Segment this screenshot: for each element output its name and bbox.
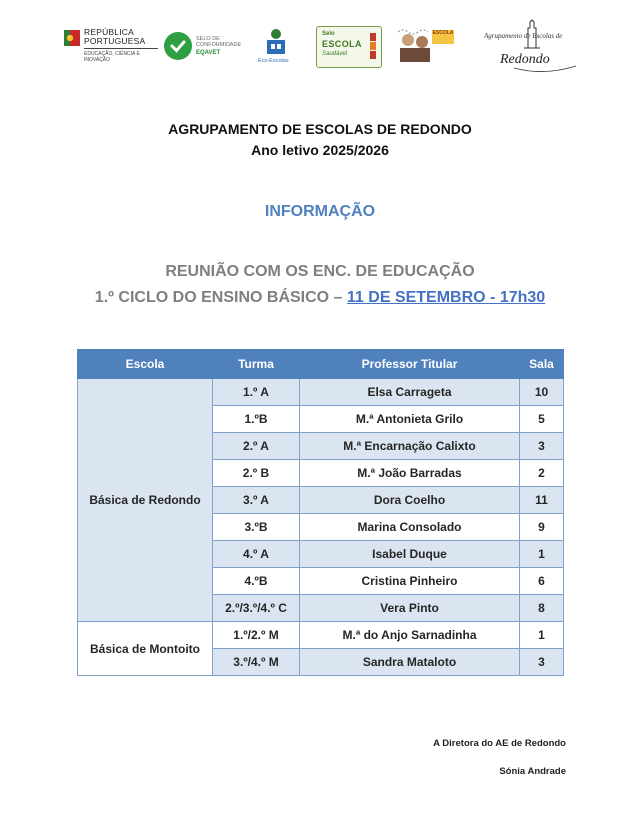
- sala-cell: 5: [520, 406, 564, 433]
- eqavet-line2: EQAVET: [196, 50, 221, 56]
- agrupamento-line1: Agrupamento de Escolas de: [484, 32, 563, 40]
- turma-cell: 3.ºB: [213, 514, 300, 541]
- sala-cell: 1: [520, 541, 564, 568]
- header-professor: Professor Titular: [300, 350, 520, 379]
- schedule-table: [77, 349, 564, 676]
- republica-flag-icon: [64, 30, 80, 46]
- meeting-date: 11 DE SETEMBRO - 17h30: [346, 289, 546, 306]
- professor-cell: Marina Consolado: [300, 514, 520, 541]
- republica-divider: [84, 48, 158, 49]
- professor-cell: Elsa Carrageta: [300, 379, 520, 406]
- professor-cell: M.ª Encarnação Calixto: [300, 433, 520, 460]
- professor-cell: M.ª João Barradas: [300, 460, 520, 487]
- eqavet-check-icon: [164, 32, 192, 60]
- professor-cell: Sandra Mataloto: [300, 649, 520, 676]
- school-cell: Básica de Redondo: [78, 379, 213, 622]
- selo-line3: Saudável: [322, 51, 348, 57]
- professor-cell: Vera Pinto: [300, 595, 520, 622]
- header-turma: Turma: [213, 350, 300, 379]
- turma-cell: 1.º A: [213, 379, 300, 406]
- meeting-title: REUNIÃO COM OS ENC. DE EDUCAÇÃO: [165, 263, 475, 280]
- logo-strip: [60, 18, 580, 74]
- professor-cell: Dora Coelho: [300, 487, 520, 514]
- school-group-title: AGRUPAMENTO DE ESCOLAS DE REDONDO: [168, 121, 472, 137]
- turma-cell: 4.ºB: [213, 568, 300, 595]
- eco-escolas-logo: [258, 26, 294, 68]
- table-row: [78, 622, 564, 649]
- republica-line1: REPÚBLICA: [84, 27, 134, 37]
- meeting-subtitle: [0, 289, 618, 307]
- republica-line2: PORTUGUESA: [84, 36, 146, 46]
- turma-cell: 2.º A: [213, 433, 300, 460]
- eqavet-logo: [164, 30, 250, 66]
- signature-name: Sónia Andrade: [499, 766, 566, 777]
- agrupamento-line2: Redondo: [500, 52, 550, 67]
- professor-cell: Cristina Pinheiro: [300, 568, 520, 595]
- agrupamento-redondo-logo: [484, 18, 580, 74]
- header-sala: Sala: [520, 350, 564, 379]
- table-row: [78, 379, 564, 406]
- sala-cell: 3: [520, 433, 564, 460]
- eqavet-line1: SELO DE CONFORMIDADE: [196, 36, 242, 48]
- professor-cell: M.ª Antonieta Grilo: [300, 406, 520, 433]
- sala-cell: 10: [520, 379, 564, 406]
- school-cell: Básica de Montoito: [78, 622, 213, 676]
- professor-cell: Isabel Duque: [300, 541, 520, 568]
- turma-cell: 1.º/2.º M: [213, 622, 300, 649]
- meeting-cycle: 1.º CICLO DO ENSINO BÁSICO –: [94, 289, 347, 306]
- stamp-illustration-icon: [398, 28, 432, 64]
- stamp-label: ESCOLA: [432, 30, 454, 44]
- sala-cell: 6: [520, 568, 564, 595]
- eco-escolas-label: Eco-Escolas: [258, 58, 289, 64]
- professor-cell: M.ª do Anjo Sarnadinha: [300, 622, 520, 649]
- turma-cell: 2.º B: [213, 460, 300, 487]
- sala-cell: 2: [520, 460, 564, 487]
- sala-cell: 8: [520, 595, 564, 622]
- escola-stamp-logo: [398, 28, 458, 64]
- republica-portuguesa-logo: [64, 28, 160, 68]
- sala-cell: 9: [520, 514, 564, 541]
- turma-cell: 1.ºB: [213, 406, 300, 433]
- turma-cell: 3.º/4.º M: [213, 649, 300, 676]
- sala-cell: 1: [520, 622, 564, 649]
- header-escola: Escola: [78, 350, 213, 379]
- selo-color-bar: [370, 33, 376, 59]
- turma-cell: 3.º A: [213, 487, 300, 514]
- info-title: INFORMAÇÃO: [264, 203, 376, 220]
- turma-cell: 4.º A: [213, 541, 300, 568]
- selo-line1: Selo: [322, 31, 335, 37]
- selo-escola-saudavel-logo: [316, 26, 382, 68]
- school-year: Ano letivo 2025/2026: [251, 142, 389, 158]
- republica-line3: EDUCAÇÃO, CIÊNCIA E INOVAÇÃO: [84, 51, 140, 63]
- sala-cell: 11: [520, 487, 564, 514]
- turma-cell: 2.º/3.º/4.º C: [213, 595, 300, 622]
- eco-escolas-icon: [258, 26, 294, 58]
- signature-role: A Diretora do AE de Redondo: [433, 738, 566, 749]
- table-header-row: [78, 350, 564, 379]
- selo-line2: ESCOLA: [322, 39, 362, 49]
- sala-cell: 3: [520, 649, 564, 676]
